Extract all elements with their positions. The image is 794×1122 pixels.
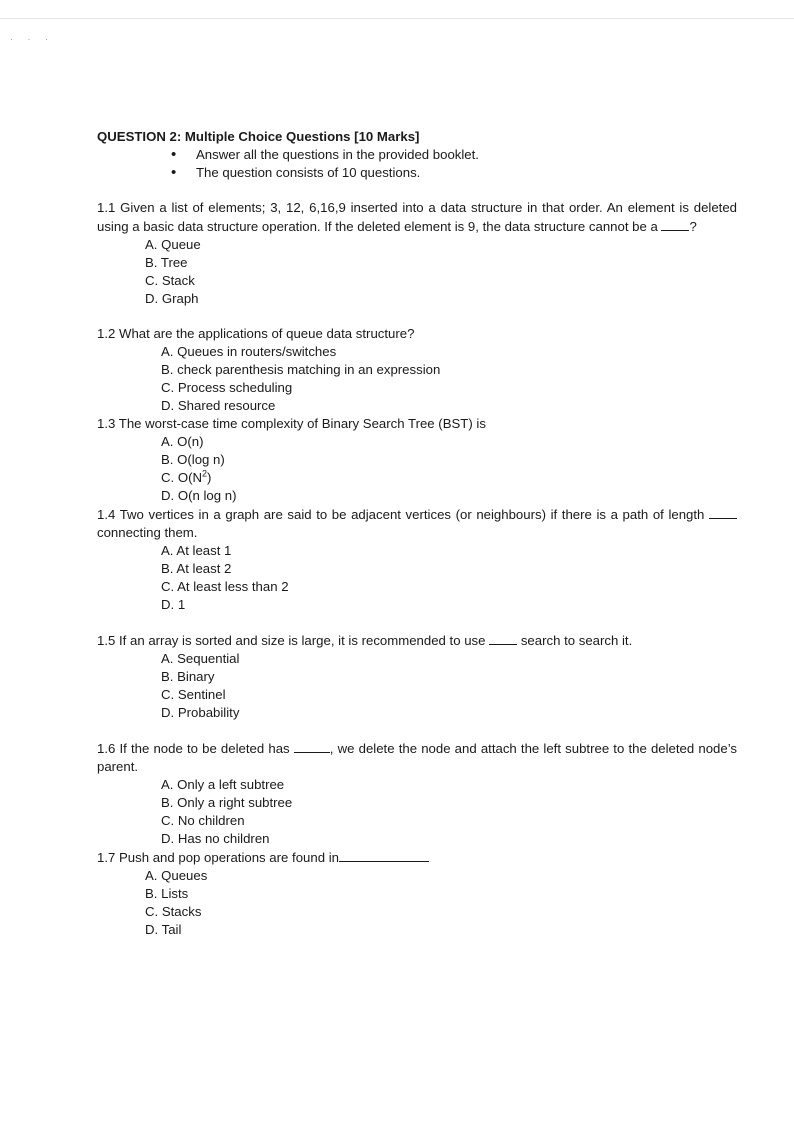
instruction-list — [97, 146, 737, 182]
answer-blank — [339, 848, 429, 862]
question-stem: 1.3 The worst-case time complexity of Binary Search Tree (BST) is — [97, 416, 486, 431]
option: C. Sentinel — [161, 687, 226, 702]
options-list — [97, 433, 737, 505]
scan-specks: · · · — [10, 34, 54, 44]
options-list — [97, 867, 737, 939]
option: C. Stack — [145, 273, 195, 288]
instruction-item: • Answer all the questions in the provided booklet. — [171, 146, 737, 164]
question-stem: 1.7 Push and pop operations are found in — [97, 848, 737, 867]
question-stem: 1.2 What are the applications of queue data structure? — [97, 326, 415, 341]
answer-blank — [489, 631, 517, 645]
exam-page — [97, 128, 737, 939]
option: A. Queues — [145, 868, 208, 883]
option: C. Stacks — [145, 904, 202, 919]
option: B. Lists — [145, 886, 189, 901]
option: A. O(n) — [161, 434, 204, 449]
options-list — [97, 776, 737, 848]
option: A. Queue — [145, 237, 201, 252]
question-1-2 — [97, 325, 737, 415]
option: B. At least 2 — [161, 561, 232, 576]
options-list — [97, 343, 737, 415]
option: C. No children — [161, 813, 245, 828]
question-stem: 1.1 Given a list of elements; 3, 12, 6,16,9 inserted into a data structure in that order. An element is deleted using a basic data structure operation. If the deleted element is 9, the data structure cannot be a ? — [97, 200, 737, 234]
options-list — [97, 650, 737, 722]
option: D. Graph — [145, 291, 199, 306]
question-stem: 1.6 If the node to be deleted has , we delete the node and attach the left subtree to the deleted node’s parent. — [97, 741, 737, 774]
question-title: QUESTION 2: Multiple Choice Questions [10 Marks] — [97, 129, 420, 144]
options-list — [97, 542, 737, 614]
option: D. Has no children — [161, 831, 270, 846]
option: B. check parenthesis matching in an expression — [161, 362, 441, 377]
question-1-4 — [97, 505, 737, 614]
option: C. $O(N^2)$ — [161, 468, 212, 485]
answer-blank — [661, 217, 689, 231]
option: A. Sequential — [161, 651, 240, 666]
question-stem: 1.5 If an array is sorted and size is large, it is recommended to use search to search it. — [97, 633, 633, 648]
option: A. Queues in routers/switches — [161, 344, 337, 359]
option: D. 1 — [161, 597, 186, 612]
option: B. Tree — [145, 255, 188, 270]
question-1-1 — [97, 199, 737, 308]
instruction-item: • The question consists of 10 questions. — [171, 164, 737, 182]
option: A. At least 1 — [161, 543, 232, 558]
question-1-6 — [97, 739, 737, 848]
scan-edge-line — [0, 18, 794, 19]
question-1-5 — [97, 631, 737, 722]
option: B. Binary — [161, 669, 215, 684]
option: D. Tail — [145, 922, 182, 937]
answer-blank — [709, 505, 737, 519]
option: B. Only a right subtree — [161, 795, 293, 810]
option: C. Process scheduling — [161, 380, 293, 395]
option: D. Shared resource — [161, 398, 276, 413]
answer-blank — [294, 739, 330, 753]
option: D. O(n log n) — [161, 488, 237, 503]
option: D. Probability — [161, 705, 240, 720]
options-list — [97, 236, 737, 308]
option: A. Only a left subtree — [161, 777, 285, 792]
option: B. O(log n) — [161, 452, 225, 467]
question-1-3 — [97, 415, 737, 505]
question-stem: 1.4 Two vertices in a graph are said to be adjacent vertices (or neighbours) if there is a path of length connecting them. — [97, 505, 737, 542]
question-1-7 — [97, 848, 737, 939]
option: C. At least less than 2 — [161, 579, 289, 594]
